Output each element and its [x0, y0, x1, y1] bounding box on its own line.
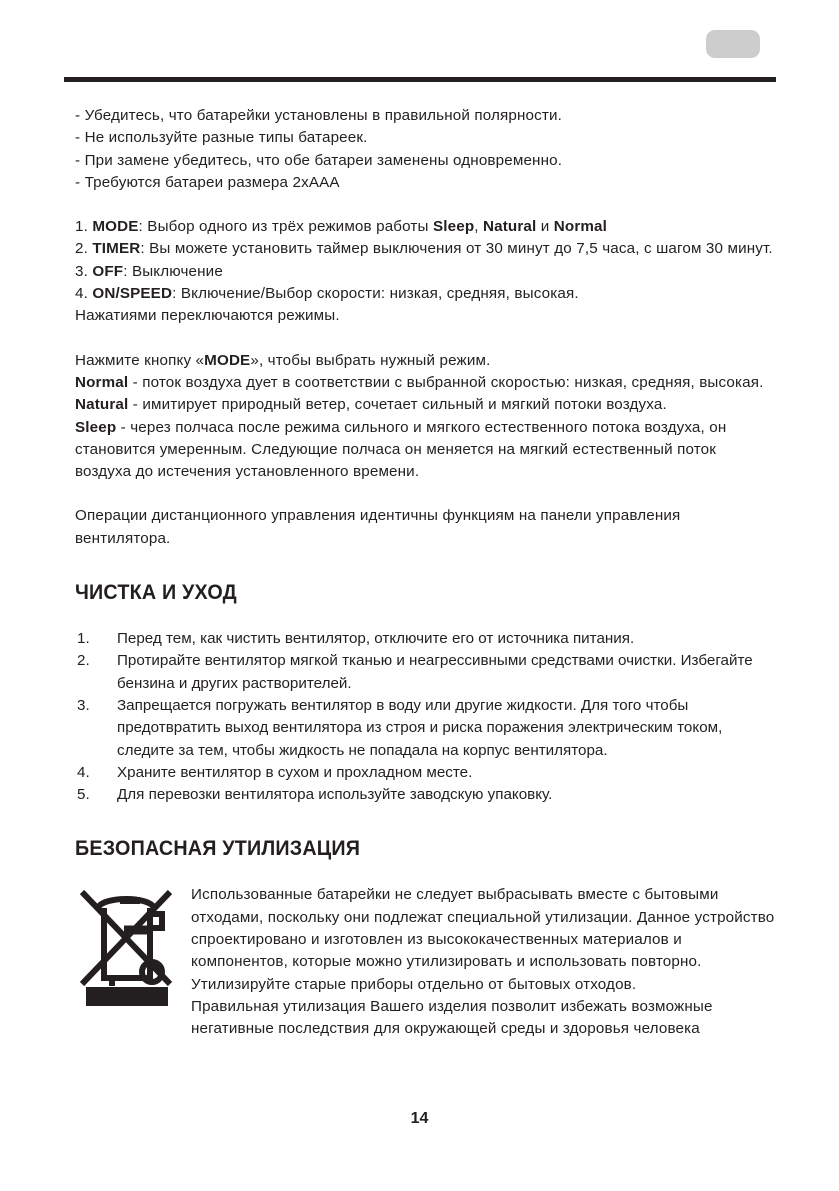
cleaning-instructions-list	[75, 628, 775, 806]
item-number: 3.	[75, 262, 88, 280]
battery-note-2: - Не используйте разные типы батареек.	[75, 129, 368, 147]
remote-buttons-list	[75, 216, 775, 327]
mode-name-sleep: Sleep	[75, 418, 117, 436]
button-name-mode: MODE	[92, 218, 139, 236]
remote-identical-note: Операции дистанционного управления идентичны функциям на панели управления вентилятора.	[75, 507, 681, 547]
section-heading-disposal: БЕЗОПАСНАЯ УТИЛИЗАЦИЯ	[75, 837, 361, 861]
mode-text-normal: - поток воздуха дует в соответствии с выбранной скоростью: низкая, средняя, высокая.	[128, 373, 764, 391]
item-text: Запрещается погружать вентилятор в воду или другие жидкости. Для того чтобы предотвратить выход вентилятора из строя и риска поражения электрическим током, следите за тем, чтобы жидкость не попадала на корпус вентилятора.	[117, 696, 723, 759]
remote-button-item-onspeed	[75, 283, 775, 305]
item-number: 1.	[75, 218, 88, 236]
header-tab-marker	[706, 30, 760, 58]
disposal-block	[75, 884, 775, 1040]
button-name-onspeed: ON/SPEED	[92, 285, 173, 303]
section-heading-cleaning: ЧИСТКА И УХОД	[75, 581, 237, 605]
spacer	[75, 606, 775, 628]
mode-sleep-label: Sleep	[432, 218, 475, 236]
cleaning-item	[75, 695, 775, 762]
battery-note-4: - Требуются батареи размера 2хААА	[75, 173, 340, 191]
separator: :	[140, 240, 150, 258]
item-text: Выбор одного из трёх режимов работы	[147, 218, 433, 236]
item-number: 2.	[75, 240, 88, 258]
mode-name-normal: Normal	[75, 373, 129, 391]
button-name-off: OFF	[92, 262, 124, 280]
mode-normal-label: Normal	[553, 218, 608, 236]
separator: :	[138, 218, 148, 236]
item-text: Выключение	[131, 262, 223, 280]
remote-button-item-timer	[75, 238, 775, 260]
spacer	[75, 550, 775, 580]
cleaning-item	[75, 628, 775, 650]
crossed-out-wheeled-bin-icon	[72, 886, 180, 990]
item-number: 3.	[77, 696, 90, 714]
mode-select-instruction	[75, 350, 775, 372]
item-number: 4.	[77, 763, 90, 781]
mode-natural-label: Natural	[483, 218, 537, 236]
disposal-paragraph-3: Правильная утилизация Вашего изделия позволит избежать возможные негативные последствия для окружающей среды и здоровья человека	[191, 997, 713, 1038]
item-number: 1.	[77, 630, 90, 648]
spacer	[75, 194, 775, 216]
item-text: Включение/Выбор скорости: низкая, средняя, высокая.	[180, 285, 579, 303]
battery-notes-list	[75, 105, 775, 194]
page-content	[75, 105, 775, 1041]
weee-underline-bar	[86, 987, 168, 1006]
mode-sleep-description	[75, 417, 775, 484]
separator: :	[123, 262, 132, 280]
instruction-prefix: Нажмите кнопку «	[75, 351, 205, 369]
mode-natural-description	[75, 394, 775, 416]
conjunction: и	[536, 218, 554, 236]
item-number: 4.	[75, 285, 88, 303]
instruction-suffix: », чтобы выбрать нужный режим.	[250, 351, 491, 369]
battery-note-1: - Убедитесь, что батарейки установлены в правильной полярности.	[75, 107, 562, 124]
cleaning-item	[75, 784, 775, 806]
separator: :	[172, 285, 181, 303]
item-text: Храните вентилятор в сухом и прохладном месте.	[117, 763, 473, 781]
item-text: Для перевозки вентилятора используйте заводскую упаковку.	[117, 786, 553, 804]
item-text: Перед тем, как чистить вентилятор, отключите его от источника питания.	[117, 630, 635, 648]
spacer	[75, 806, 775, 836]
remote-button-item-off	[75, 261, 775, 283]
spacer	[75, 483, 775, 505]
spacer	[75, 862, 775, 884]
item-text: Протирайте вентилятор мягкой тканью и неагрессивными средствами очистки. Избегайте бензина и других растворителей.	[117, 652, 753, 692]
mode-normal-description	[75, 372, 775, 394]
disposal-text-column	[191, 884, 775, 1040]
item-number: 5.	[77, 786, 90, 804]
mode-button-label: MODE	[204, 351, 251, 369]
battery-note-3: - При замене убедитесь, что обе батареи заменены одновременно.	[75, 151, 563, 169]
item-text: Вы можете установить таймер выключения от 30 минут до 7,5 часа, с шагом 30 минут.	[149, 240, 773, 258]
disposal-paragraph-1: Использованные батарейки не следует выбрасывать вместе с бытовыми отходами, поскольку они подлежат специальной утилизации. Данное устройство спроектировано и изготовлен из высококачественных материалов и компонентов, которые можно утилизировать и использовать повторно.	[191, 886, 775, 971]
disposal-paragraph-2: Утилизируйте старые приборы отдельно от бытовых отходов.	[191, 975, 637, 993]
button-name-timer: TIMER	[92, 240, 141, 258]
remote-button-item-mode	[75, 216, 775, 238]
mode-text-sleep: - через полчаса после режима сильного и мягкого естественного потока воздуха, он становится умеренным. Следующие полчаса он меняется на мягкий естественный поток воздуха до истечения установленного времени.	[75, 418, 727, 481]
modes-description	[75, 350, 775, 484]
mode-text-natural: - имитирует природный ветер, сочетает сильный и мягкий потоки воздуха.	[128, 396, 667, 414]
item-number: 2.	[77, 652, 90, 670]
cleaning-item	[75, 650, 775, 695]
remote-buttons-footnote: Нажатиями переключаются режимы.	[75, 307, 340, 325]
header-divider-rule	[64, 77, 776, 82]
page-number: 14	[410, 1110, 429, 1127]
comma: ,	[474, 218, 483, 236]
mode-name-natural: Natural	[75, 396, 129, 414]
cleaning-item	[75, 762, 775, 784]
spacer	[75, 328, 775, 350]
